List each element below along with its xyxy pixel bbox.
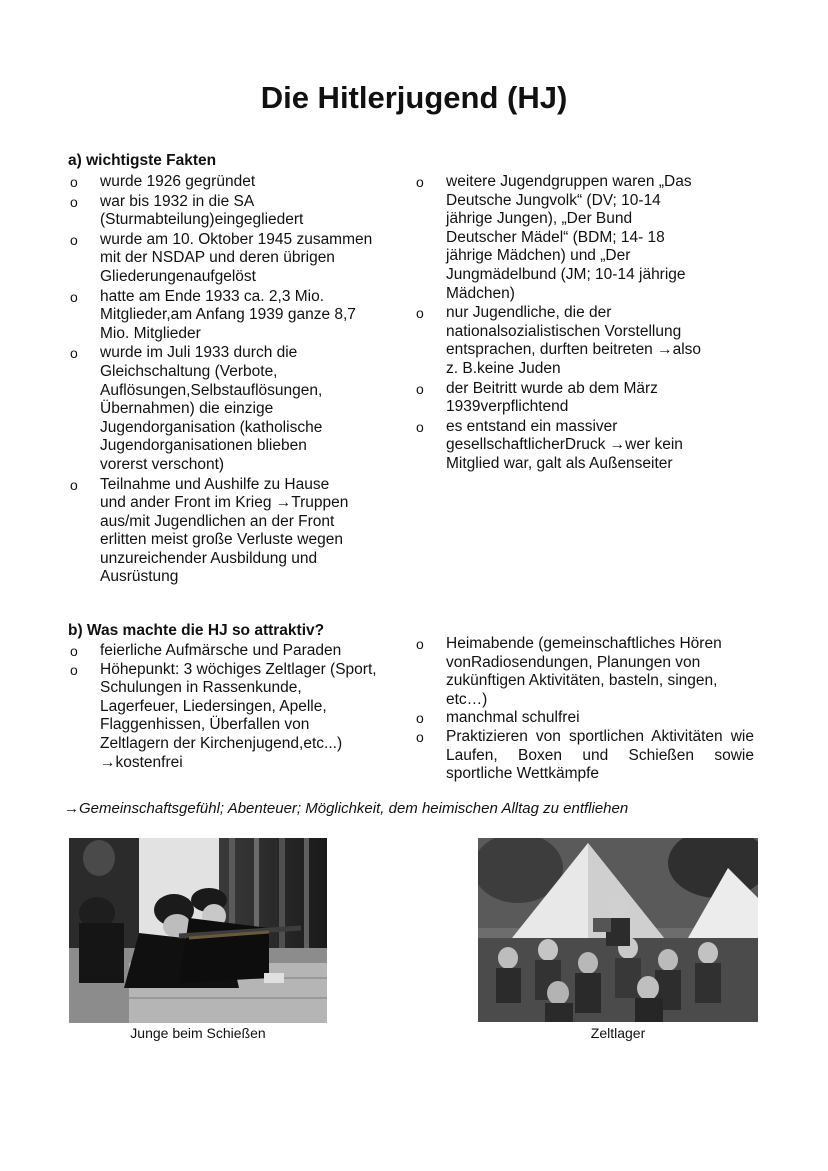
bullet-icon: o (70, 231, 78, 248)
conclusion-text: →Gemeinschaftsgefühl; Abenteuer; Möglichkeit, dem heimischen Alltag zu entfliehen (64, 800, 629, 817)
list-item-text: feierliche Aufmärsche und Paraden (100, 642, 342, 659)
list-item-text: Heimabende (gemeinschaftliches Hören vonRadiosendungen, Planungen von zukünftigen Aktivitäten, basteln, singen, etc…) (446, 635, 722, 708)
section-b-left-list (68, 642, 413, 772)
bullet-icon: o (70, 661, 78, 678)
list-item-text: weitere Jugendgruppen waren „Das Deutsche Jungvolk“ (DV; 10-14 jährige Jungen), „Der Bund Deutscher Mädel“ (BDM; 14- 18 jährige Mädchen) und „Der Jungmädelbund (JM; 10-14 jährige Mädchen) (446, 173, 692, 302)
list-item-text: Teilnahme und Aushilfe zu Hause und ander Front im Krieg →Truppen aus/mit Jugendlichen an der Front erlitten meist große Verluste wegen unzureichender Ausbildung und Ausrüstung (100, 475, 349, 586)
shooting-photo-graphic (69, 838, 327, 1023)
bullet-icon: o (416, 636, 424, 652)
list-item (68, 231, 408, 287)
bullet-icon: o (416, 380, 424, 397)
list-item (68, 173, 408, 192)
bullet-icon: o (70, 476, 78, 493)
list-item-text: Höhepunkt: 3 wöchiges Zeltlager (Sport, Schulungen in Rassenkunde, Lagerfeuer, Liedersingen, Apelle, Flaggenhissen, Überfallen von Zeltlagern der Kirchenjugend,etc...) →kostenfrei (100, 660, 377, 771)
list-item (414, 173, 764, 303)
list-item-text: hatte am Ende 1933 ca. 2,3 Mio. Mitglieder,am Anfang 1939 ganze 8,7 Mio. Mitglieder (100, 287, 356, 342)
section-a-right-list (414, 173, 764, 474)
photo-caption: Junge beim Schießen (130, 1025, 266, 1041)
list-item (68, 642, 413, 661)
page-title: Die Hitlerjugend (HJ) (260, 80, 568, 115)
photo-tent-camp (478, 838, 758, 1022)
list-item-text: es entstand ein massiver gesellschaftlicherDruck →wer kein Mitglied war, galt als Außenseiter (446, 417, 683, 472)
bullet-icon: o (70, 288, 78, 305)
list-item-text: manchmal schulfrei (446, 709, 580, 727)
bullet-icon: o (416, 728, 424, 745)
bullet-icon: o (70, 345, 78, 362)
list-item (68, 476, 408, 588)
list-item-text: nur Jugendliche, die der nationalsozialistischen Vorstellung entsprachen, durften beitreten →also z. B.keine Juden (446, 304, 702, 377)
list-item (414, 709, 754, 728)
photo-caption: Zeltlager (590, 1025, 646, 1041)
section-a-heading: a) wichtigste Fakten (68, 152, 217, 169)
camp-photo-graphic (478, 838, 758, 1022)
list-item (414, 728, 754, 784)
list-item-text: war bis 1932 in die SA (Sturmabteilung)eingegliedert (100, 192, 304, 229)
bullet-icon: o (416, 710, 424, 727)
list-item-text: der Beitritt wurde ab dem März 1939verpflichtend (446, 379, 658, 416)
list-item (414, 380, 764, 417)
section-b-heading: b) Was machte die HJ so attraktiv? (68, 622, 325, 639)
bullet-icon: o (70, 193, 78, 210)
bullet-icon: o (70, 174, 78, 190)
bullet-icon: o (70, 643, 78, 659)
list-item (68, 193, 408, 230)
bullet-icon: o (416, 174, 424, 190)
list-item-text: wurde im Juli 1933 durch die Gleichschaltung (Verbote, Auflösungen,Selbstauflösungen, Übernahmen) die einzige Jugendorganisation (katholische Jugendorganisationen blieben vorerst verschont) (100, 344, 323, 473)
list-item-text: Praktizieren von sportlichen Aktivitäten wie Laufen, Boxen und Schießen sowie sportliche Wettkämpfe (446, 727, 754, 783)
list-item (68, 661, 413, 773)
list-item-text: wurde 1926 gegründet (100, 173, 256, 190)
list-item-text: wurde am 10. Oktober 1945 zusammen mit der NSDAP und deren übrigen Gliederungenaufgelöst (100, 230, 373, 285)
list-item (414, 635, 754, 709)
photo-boy-shooting (69, 838, 327, 1023)
list-item (68, 288, 408, 344)
list-item (414, 418, 764, 474)
bullet-icon: o (416, 418, 424, 435)
list-item (68, 344, 408, 474)
list-item (414, 304, 764, 378)
section-a-left-list (68, 173, 408, 587)
bullet-icon: o (416, 305, 424, 322)
section-b-right-list (414, 635, 754, 784)
